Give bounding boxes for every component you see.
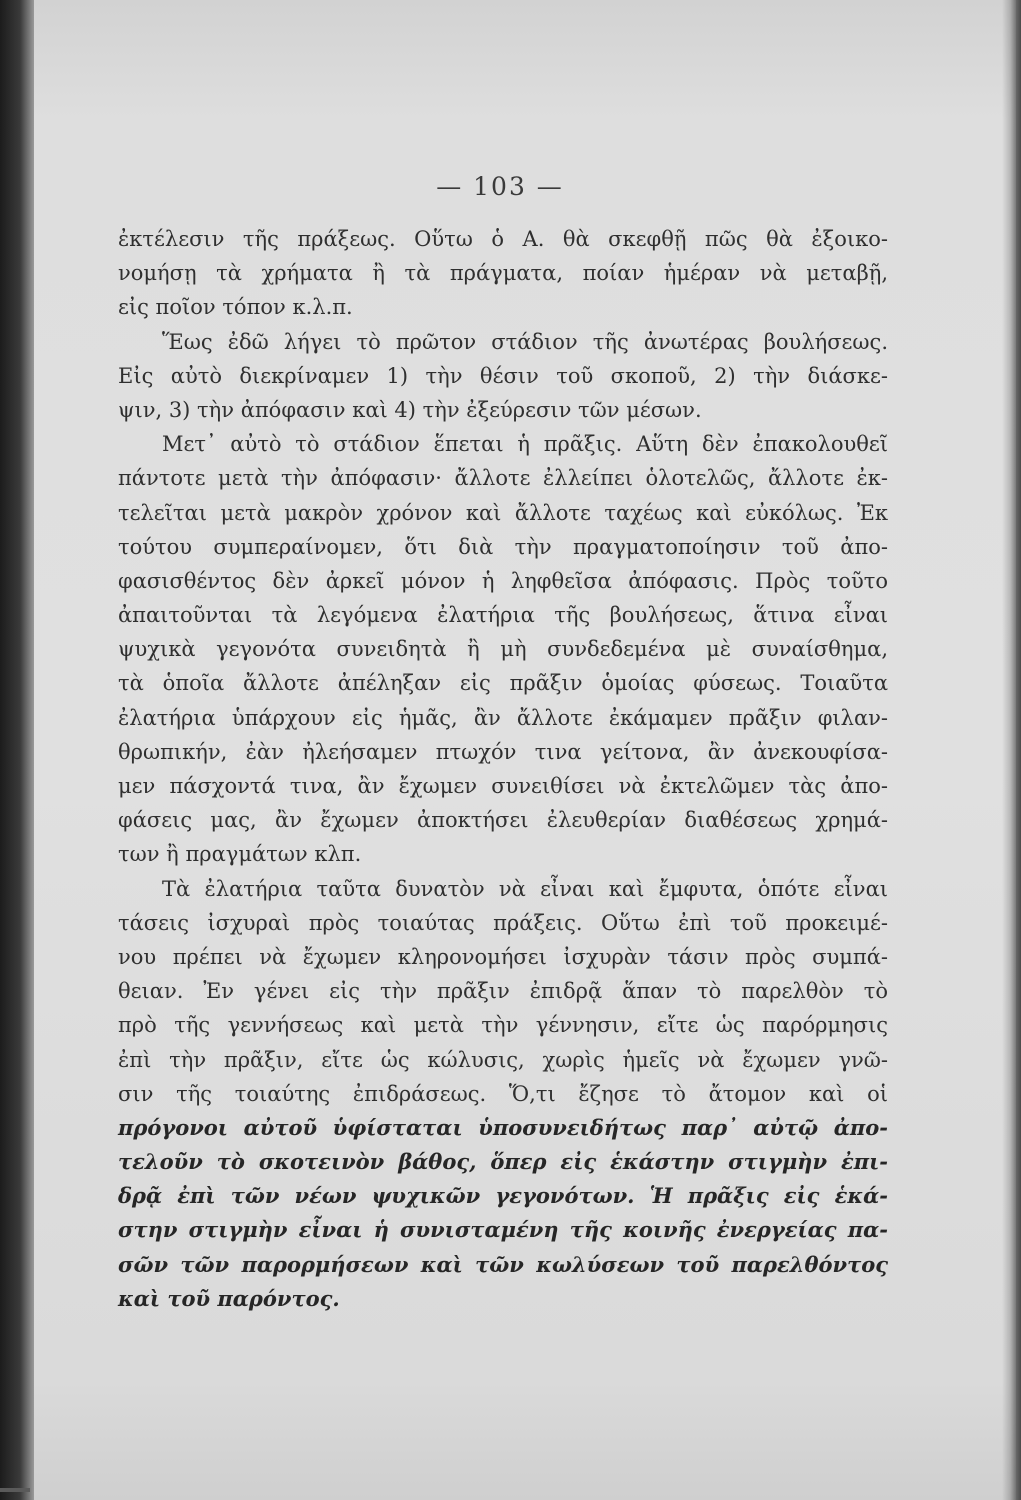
- text-line: μεν πάσχοντά τινα, ἂν ἔχωμεν συνειθίσει νὰ ἐκτελῶμεν τὰς ἀπο-: [118, 774, 888, 798]
- text-line: Τὰ ἐλατήρια ταῦτα δυνατὸν νὰ εἶναι καὶ ἔμφυτα, ὁπότε εἶναι: [162, 876, 888, 901]
- text-line: Ἕως ἐδῶ λήγει τὸ πρῶτον στάδιον τῆς ἀνωτέρας βουλήσεως.: [162, 329, 888, 354]
- text-line: πρὸ τῆς γεννήσεως καὶ μετὰ τὴν γέννησιν, εἴτε ὡς παρόρμησις: [118, 1013, 888, 1038]
- text-line: πρόγονοι αὐτοῦ ὑφίσταται ὑποσυνειδήτως παρ᾽ αὐτῷ ἀπο-: [118, 1114, 888, 1140]
- margin-mark: [0, 1488, 30, 1492]
- text-line: ἀπαιτοῦνται τὰ λεγόμενα ἐλατήρια τῆς βουλήσεως, ἅτινα εἶναι: [118, 603, 888, 628]
- text-line: ἐπὶ τὴν πρᾶξιν, εἴτε ὡς κώλυσις, χωρὶς ἡμεῖς νὰ ἔχωμεν γνῶ-: [118, 1047, 888, 1072]
- page-number: — 103 —: [436, 172, 564, 201]
- text-line: ψυχικὰ γεγονότα συνειδητὰ ἢ μὴ συνδεδεμένα μὲ συναίσθημα,: [118, 637, 888, 662]
- text-line: τάσεις ἰσχυραὶ πρὸς τοιαύτας πράξεις. Οὕτω ἐπὶ τοῦ προκειμέ-: [118, 910, 888, 935]
- text-line: ἐκτέλεσιν τῆς πράξεως. Οὕτω ὁ Α. θὰ σκεφθῇ πῶς θὰ ἐξοικο-: [118, 227, 888, 251]
- text-line: Μετ᾽ αὐτὸ τὸ στάδιον ἕπεται ἡ πρᾶξις. Αὕτη δὲν ἐπακολουθεῖ: [162, 432, 888, 457]
- text-line: σῶν τῶν παρορμήσεων καὶ τῶν κωλύσεων τοῦ παρελθόντος: [118, 1251, 888, 1277]
- text-line: νου πρέπει νὰ ἔχωμεν κληρονομήσει ἰσχυρὰν τάσιν πρὸς συμπά-: [118, 944, 888, 969]
- text-line: καὶ τοῦ παρόντος.: [118, 1285, 340, 1311]
- text-line: θειαν. Ἐν γένει εἰς τὴν πρᾶξιν ἐπιδρᾷ ἅπαν τὸ παρελθὸν τὸ: [118, 979, 888, 1004]
- text-line: στην στιγμὴν εἶναι ἡ συνισταμένη τῆς κοινῆς ἐνεργείας πα-: [118, 1217, 888, 1243]
- book-page: [34, 0, 1016, 1500]
- text-line: τούτου συμπεραίνομεν, ὅτι διὰ τὴν πραγματοποίησιν τοῦ ἀπο-: [118, 534, 888, 559]
- text-line: φασισθέντος δὲν ἀρκεῖ μόνον ἡ ληφθεῖσα ἀπόφασις. Πρὸς τοῦτο: [118, 568, 888, 593]
- text-line: θρωπικήν, ἐὰν ἠλεήσαμεν πτωχόν τινα γείτονα, ἂν ἀνεκουφίσα-: [118, 739, 888, 764]
- text-line: φάσεις μας, ἂν ἔχωμεν ἀποκτήσει ἐλευθερίαν διαθέσεως χρημά-: [118, 808, 888, 833]
- text-line: εἰς ποῖον τόπον κ.λ.π.: [118, 295, 353, 320]
- text-line: τὰ ὁποῖα ἄλλοτε ἀπέληξαν εἰς πρᾶξιν ὁμοίας φύσεως. Τοιαῦτα: [118, 671, 888, 696]
- text-line: πάντοτε μετὰ τὴν ἀπόφασιν· ἄλλοτε ἐλλείπει ὁλοτελῶς, ἄλλοτε ἐκ-: [118, 466, 888, 491]
- text-line: των ἢ πραγμάτων κλπ.: [118, 842, 362, 867]
- body-text: [118, 222, 888, 1316]
- text-line: τελεῖται μετὰ μακρὸν χρόνον καὶ ἄλλοτε ταχέως καὶ εὐκόλως. Ἐκ: [118, 500, 888, 525]
- page-edge-shadow: [1002, 0, 1016, 1500]
- text-line: ἐλατήρια ὑπάρχουν εἰς ἡμᾶς, ἂν ἄλλοτε ἐκάμαμεν πρᾶξιν φιλαν-: [118, 705, 888, 730]
- text-line: ψιν, 3) τὴν ἀπόφασιν καὶ 4) τὴν ἐξεύρεσιν τῶν μέσων.: [118, 397, 702, 422]
- text-line: τελοῦν τὸ σκοτεινὸν βάθος, ὅπερ εἰς ἑκάστην στιγμὴν ἐπι-: [118, 1149, 888, 1175]
- text-line: δρᾷ ἐπὶ τῶν νέων ψυχικῶν γεγονότων. Ἡ πρᾶξις εἰς ἑκά-: [118, 1183, 888, 1209]
- text-line: σιν τῆς τοιαύτης ἐπιδράσεως. Ὅ,τι ἔζησε τὸ ἄτομον καὶ οἱ: [118, 1081, 888, 1106]
- text-line: Εἰς αὐτὸ διεκρίναμεν 1) τὴν θέσιν τοῦ σκοποῦ, 2) τὴν διάσκε-: [118, 363, 888, 388]
- text-line: νομήσῃ τὰ χρήματα ἢ τὰ πράγματα, ποίαν ἡμέραν νὰ μεταβῇ,: [118, 261, 888, 286]
